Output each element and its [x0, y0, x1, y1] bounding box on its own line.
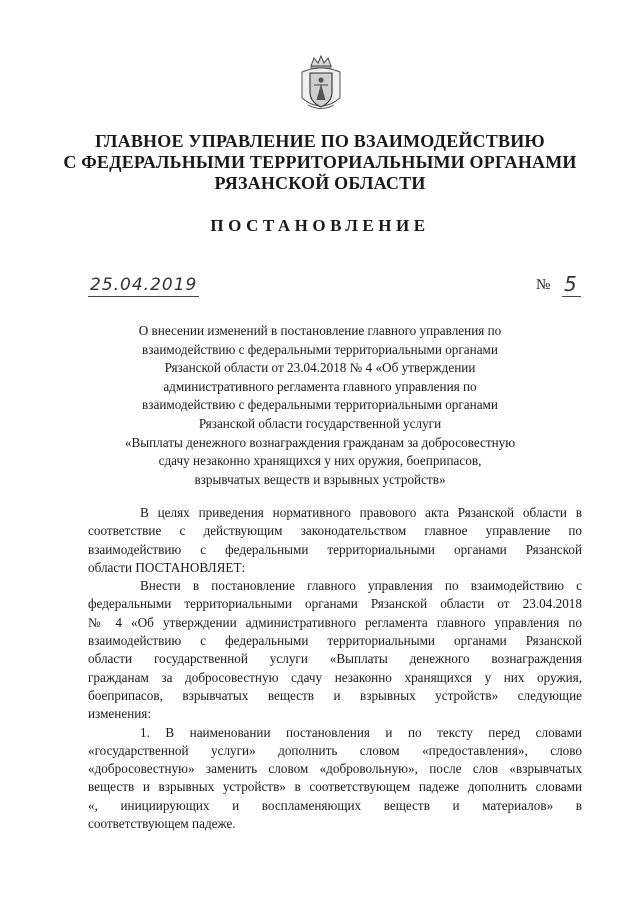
subject-line: взаимодействию с федеральными территориальными органами	[142, 341, 498, 357]
org-line: С ФЕДЕРАЛЬНЫМИ ТЕРРИТОРИАЛЬНЫМИ ОРГАНАМИ	[63, 152, 577, 172]
org-line: ГЛАВНОЕ УПРАВЛЕНИЕ ПО ВЗАИМОДЕЙСТВИЮ	[95, 131, 545, 151]
body-line: Внести в постановление главного управления по взаимодействию с	[140, 578, 582, 594]
body-line: № 4 «Об утверждении административного регламента главного управления по	[88, 614, 582, 630]
subject-line: О внесении изменений в постановление главного управления по	[138, 323, 502, 338]
subject-line: Рязанской области от 23.04.2018 № 4 «Об утверждении	[164, 360, 476, 376]
body-line: соответствие с действующим законодательством главное управление по	[88, 523, 582, 539]
subject-line: взрывчатых веществ и взрывных устройств»	[194, 471, 446, 487]
subject-line: взаимодействию с федеральными территориальными органами	[142, 397, 498, 413]
body-line: «добросовестную» заменить словом «добровольную», после слов «взрывчатых	[88, 761, 582, 777]
document-body	[88, 504, 582, 833]
subject-line: Рязанской области государственной услуги	[198, 415, 442, 431]
subject-line: административного регламента главного управления по	[163, 378, 477, 394]
body-line: В целях приведения нормативного правового акта Рязанской области в	[140, 505, 582, 520]
body-line: боеприпасов, взрывчатых веществ и взрывных устройств» следующие	[88, 687, 582, 703]
document-number: 5	[562, 272, 581, 297]
body-line: соответствующем падеже.	[88, 816, 236, 832]
subject-line: сдачу незаконно хранящихся у них оружия, боеприпасов,	[158, 453, 482, 469]
document-type: ПОСТАНОВЛЕНИЕ	[210, 216, 430, 235]
body-line: 1. В наименовании постановления и по тексту перед словами	[140, 724, 582, 740]
body-line: взаимодействию с федеральными территориальными органами Рязанской	[88, 633, 582, 649]
document-date: 25.04.2019	[90, 275, 198, 295]
body-line: «, инициирующих и воспламеняющих веществ и материалов» в	[88, 797, 582, 813]
organization-name	[60, 131, 580, 194]
coat-of-arms-icon	[299, 54, 343, 114]
body-line: области ПОСТАНОВЛЯЕТ:	[88, 559, 246, 575]
body-line: гражданам за добросовестную сдачу незаконно хранящихся у них оружия,	[88, 669, 582, 685]
org-line: РЯЗАНСКОЙ ОБЛАСТИ	[214, 173, 426, 193]
body-line: федеральными территориальными органами Рязанской области от 23.04.2018	[88, 596, 582, 612]
number-label: №	[536, 277, 551, 293]
subject-line: «Выплаты денежного вознаграждения гражданам за добросовестную	[124, 434, 516, 450]
body-line: веществ и взрывных устройств» в соответствующем падеже дополнить словами	[88, 779, 582, 795]
body-line: «государственной услуги» дополнить словом «предоставления», слово	[88, 742, 582, 758]
body-line: изменения:	[88, 706, 152, 722]
body-line: области государственной услуги «Выплаты денежного вознаграждения	[88, 651, 582, 667]
document-subject	[100, 322, 540, 489]
body-line: взаимодействию с федеральными территориальными органами Рязанской	[88, 541, 582, 557]
